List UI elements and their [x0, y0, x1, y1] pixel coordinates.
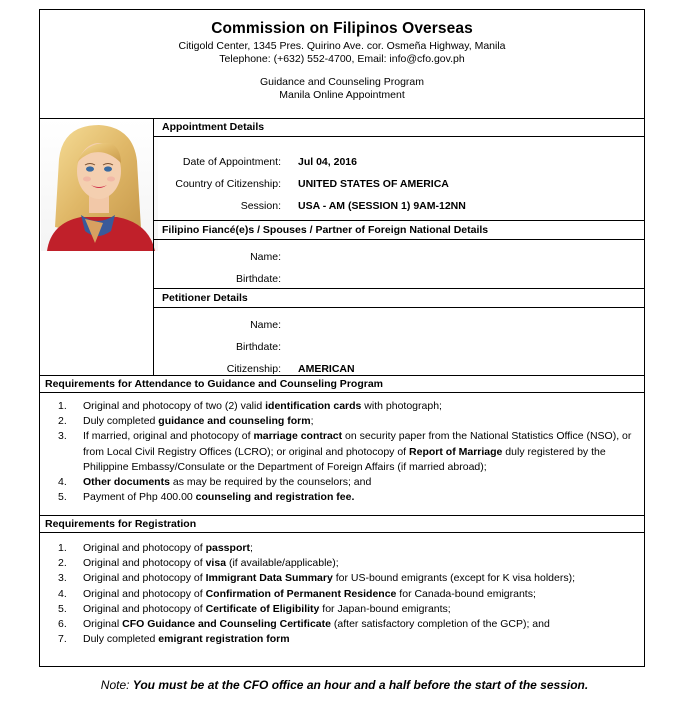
- organization-contact: Telephone: (+632) 552-4700, Email: info@cfo.gov.ph: [219, 53, 465, 65]
- appointment-date-row: [154, 156, 645, 174]
- petitioner-name-label: Name:: [250, 319, 281, 331]
- petitioner-citizenship-value: AMERICAN: [298, 363, 355, 375]
- petitioner-citizenship-label: Citizenship:: [226, 363, 281, 375]
- petitioner-birthdate-row: [154, 341, 645, 359]
- session-value: USA - AM (SESSION 1) 9AM-12NN: [298, 200, 466, 212]
- country-value: UNITED STATES OF AMERICA: [298, 178, 449, 190]
- petitioner-details-heading: Petitioner Details: [154, 289, 645, 308]
- appointment-details-heading: Appointment Details: [154, 118, 645, 137]
- program-subtitle: Manila Online Appointment: [279, 89, 405, 101]
- appointment-date-value: Jul 04, 2016: [298, 156, 357, 168]
- registration-requirements-heading: Requirements for Registration: [40, 515, 644, 533]
- list-item: 1. Original and photocopy of two (2) valid identification cards with photograph;: [58, 400, 442, 412]
- petitioner-name-row: [154, 319, 645, 337]
- filipino-birthdate-label: Birthdate:: [236, 273, 281, 285]
- document-header: [40, 10, 644, 119]
- attendance-requirements-heading: Requirements for Attendance to Guidance and Counseling Program: [40, 375, 644, 393]
- citizenship-country-row: [154, 178, 645, 196]
- registration-requirements-list: [40, 541, 644, 647]
- organization-address: Citigold Center, 1345 Pres. Quirino Ave. cor. Osmeña Highway, Manila: [178, 40, 506, 52]
- filipino-name-label: Name:: [250, 251, 281, 263]
- session-row: [154, 200, 645, 218]
- list-item: 4. Other documents as may be required by the counselors; and: [58, 476, 372, 489]
- petitioner-details-body: [154, 308, 645, 376]
- filipino-name-row: [154, 251, 645, 269]
- appointment-date-label: Date of Appointment:: [182, 156, 281, 168]
- note-prefix: Note:: [100, 678, 133, 692]
- country-label: Country of Citizenship:: [175, 178, 281, 190]
- filipino-details-body: [154, 240, 645, 289]
- list-item: 5. Payment of Php 400.00 counseling and registration fee.: [58, 491, 355, 504]
- organization-name: Commission on Filipinos Overseas: [211, 20, 473, 37]
- arrival-note: [0, 678, 689, 692]
- list-item: 6. Original CFO Guidance and Counseling Certificate (after satisfactory completion of the GCP); and: [58, 618, 550, 631]
- attendance-requirements-list: [40, 399, 644, 505]
- list-item: 2. Duly completed guidance and counseling form;: [58, 415, 314, 428]
- list-item: 5. Original and photocopy of Certificate of Eligibility for Japan-bound emigrants;: [58, 602, 451, 615]
- filipino-details-heading: Filipino Fiancé(e)s / Spouses / Partner of Foreign National Details: [154, 221, 645, 240]
- list-item: 7. Duly completed emigrant registration form: [58, 633, 290, 646]
- list-item: 3. Original and photocopy of Immigrant Data Summary for US-bound emigrants (except for K visa holders);: [58, 572, 575, 585]
- applicant-photo: [41, 119, 158, 251]
- list-item: 2. Original and photocopy of visa (if available/applicable);: [58, 557, 339, 570]
- document-frame: [39, 9, 645, 667]
- appointment-details-body: [154, 137, 645, 221]
- details-panel: [153, 118, 645, 376]
- session-label: Session:: [240, 200, 281, 212]
- list-item: 1. Original and photocopy of passport;: [58, 542, 253, 554]
- note-text: You must be at the CFO office an hour and a half before the start of the session.: [132, 678, 589, 692]
- list-item: 3. If married, original and photocopy of marriage contract on security paper from the National Statistics Office (NSO), or from Local Civil Registry Offices (LCRO); or original and photocopy of Report of Marriage duly registered by the Philippine Embassy/Consulate or the Department of Foreign Affairs (if married abroad);: [58, 430, 632, 473]
- petitioner-birthdate-label: Birthdate:: [236, 341, 281, 353]
- portrait-image: [41, 119, 158, 251]
- program-name: Guidance and Counseling Program: [259, 76, 425, 88]
- list-item: 4. Original and photocopy of Confirmation of Permanent Residence for Canada-bound emigrants;: [58, 587, 536, 600]
